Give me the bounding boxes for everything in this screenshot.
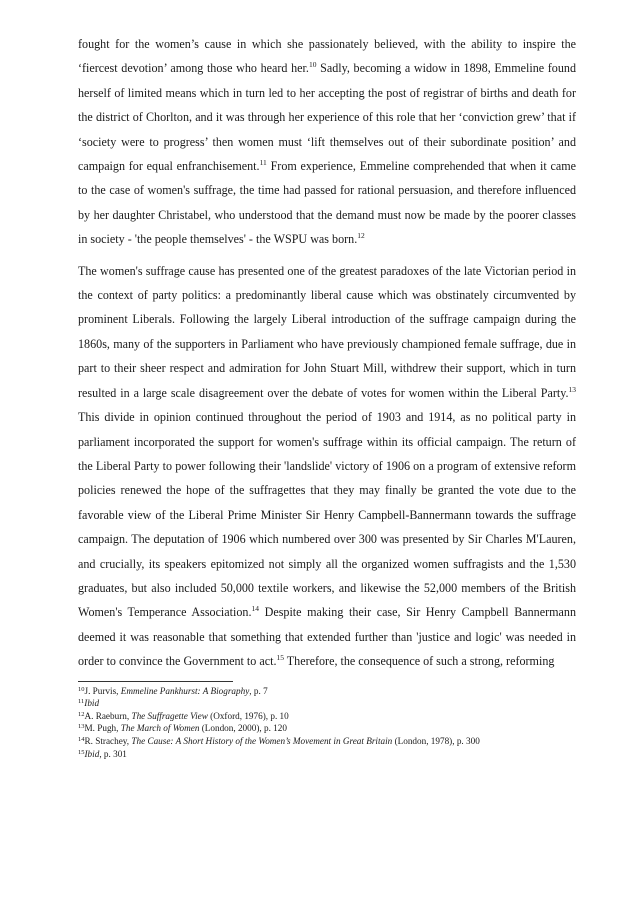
footnote-title: The Cause: A Short History of the Women’s Movement in Great Britain: [131, 735, 393, 746]
footnote-number: 14: [78, 735, 85, 743]
footnote-reference: 10: [308, 60, 317, 70]
footnote-15: [78, 748, 576, 761]
footnote-number: 12: [78, 710, 85, 718]
footnote-reference: 12: [357, 231, 365, 241]
footnote-11: [78, 697, 576, 710]
body-text-run: fought for the women’s cause in which she passionately believed, with the ability to inspire the ‘fiercest devotion’ among those who heard her.: [78, 37, 576, 76]
footnote-detail: (London, 1978), p. 300: [392, 735, 480, 746]
body-paragraph-1: [78, 32, 576, 252]
footnote-author: R. Strachey,: [84, 735, 132, 746]
body-text-run: Therefore, the consequence of such a strong, reforming: [283, 654, 555, 669]
body-text-run: The women's suffrage cause has presented one of the greatest paradoxes of the late Victorian period in the context of party politics: a predominantly liberal cause which was obstinately circumvented by prominent Liberals. Following the largely Liberal introduction of the suffrage campaign during the 1860s, many of the supporters in Parliament who have previously championed female suffrage, due in part to their sheer respect and admiration for John Stuart Mill, withdrew their support, which in turn resulted in a large scale disagreement over the debate of votes for women within the Liberal Party.: [78, 263, 576, 400]
footnote-list: [78, 685, 576, 761]
footnote-title: Ibid: [84, 698, 100, 709]
footnote-number: 10: [78, 685, 85, 693]
footnote-reference: 14: [251, 604, 260, 614]
body-text-run: Despite making their case, Sir Henry Campbell Bannermann deemed it was reasonable that something that extended further than 'justice and logic' was needed in order to convince the Government to act.: [78, 605, 576, 669]
footnote-divider: [78, 681, 233, 682]
footnote-title: Ibid: [84, 748, 100, 759]
body-text-run: Sadly, becoming a widow in 1898, Emmeline found herself of limited means which in turn led to her accepting the post of registrar of births and death for the district of Chorlton, and it was through her experience of this role that her ‘conviction grew’ that if ‘society were to progress’ then women must ‘lift themselves out of their subordinate position’ and campaign for equal enfranchisement.: [78, 61, 576, 174]
footnote-detail: (London, 2000), p. 120: [199, 723, 287, 734]
document-page: [78, 32, 576, 760]
footnote-author: A. Raeburn,: [84, 710, 132, 721]
footnote-number: 13: [78, 723, 85, 731]
footnote-10: [78, 685, 576, 698]
footnote-number: 15: [78, 748, 85, 756]
body-text-run: From experience, Emmeline comprehended that when it came to the case of women's suffrage, the time had passed for rational persuasion, and therefore influenced by her daughter Christabel, who understood that the demand must now be made by the poorer classes in society - 'the people themselves' - the WSPU was born.: [78, 159, 576, 247]
footnote-reference: 13: [568, 384, 576, 394]
footnote-13: [78, 722, 576, 735]
footnote-detail: (Oxford, 1976), p. 10: [207, 710, 289, 721]
footnote-reference: 11: [259, 158, 267, 168]
body-text-run: This divide in opinion continued throughout the period of 1903 and 1914, as no political party in parliament incorporated the support for women's suffrage within its official campaign. The return of the Liberal Party to power following their 'landslide' victory of 1906 on a program of extensive reform policies renewed the hope of the suffragettes that they may finally be granted the vote due to the favorable view of the Liberal Prime Minister Sir Henry Campbell-Bannermann towards the suffrage campaign. The deputation of 1906 which numbered over 300 was presented by Sir Charles M'Lauren, and crucially, its speakers epitomized not simply all the organized women suffragists and the 1,530 graduates, but also included 50,000 textile workers, and likewise the 52,000 members of the British Women's Temperance Association.: [78, 410, 576, 620]
footnote-title: Emmeline Pankhurst: A Biography: [120, 685, 250, 696]
footnote-detail: , p. 7: [249, 685, 268, 696]
footnote-number: 11: [78, 698, 85, 706]
body-paragraph-2: [78, 259, 576, 674]
footnote-title: The Suffragette View: [131, 710, 208, 721]
footnote-title: The March of Women: [120, 723, 200, 734]
footnotes: [78, 681, 576, 761]
footnote-14: [78, 735, 576, 748]
footnote-12: [78, 710, 576, 723]
footnote-author: M. Pugh,: [84, 723, 121, 734]
footnote-author: J. Purvis,: [84, 685, 121, 696]
footnote-detail: , p. 301: [99, 748, 127, 759]
footnote-reference: 15: [276, 653, 284, 663]
